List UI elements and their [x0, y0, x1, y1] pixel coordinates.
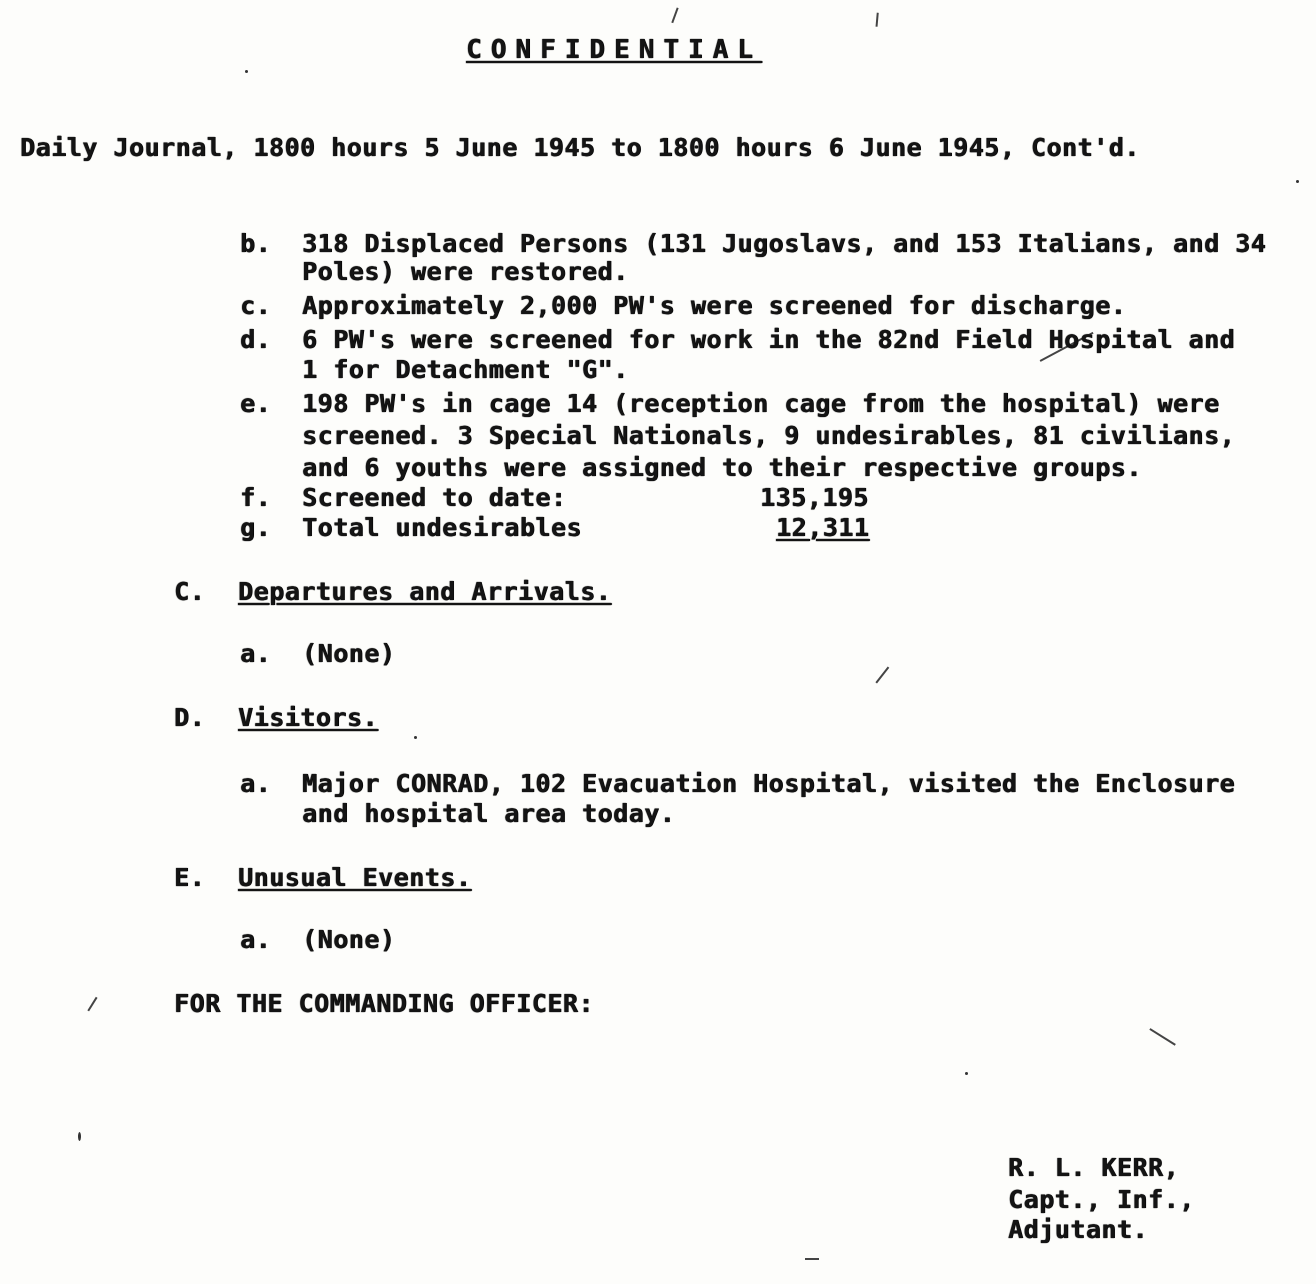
signature-rank: Capt., Inf., — [1008, 1185, 1195, 1214]
section-c-item: (None) — [302, 639, 396, 668]
section-c-item-letter: a. — [240, 639, 272, 668]
scan-mark — [1150, 1028, 1176, 1045]
scan-speck — [78, 1132, 81, 1141]
item-text: Poles) were restored. — [302, 257, 629, 286]
item-text: 6 PW's were screened for work in the 82nd Field Hospital and — [302, 325, 1236, 354]
scan-mark — [671, 7, 678, 23]
item-text: Approximately 2,000 PW's were screened for discharge. — [302, 291, 1127, 320]
scan-mark — [805, 1258, 819, 1260]
item-text: 318 Displaced Persons (131 Jugoslavs, and 153 Italians, and 34 — [302, 229, 1267, 258]
total-value: 12,311 — [776, 513, 870, 542]
item-letter: e. — [240, 389, 272, 418]
closing-line: FOR THE COMMANDING OFFICER: — [174, 989, 594, 1018]
section-d-letter: D. — [174, 703, 206, 732]
total-label: Total undesirables — [302, 513, 582, 542]
section-e-item-letter: a. — [240, 925, 272, 954]
page-heading: CONFIDENTIAL — [466, 35, 762, 65]
scan-mark — [876, 13, 879, 27]
scan-mark — [875, 667, 888, 684]
section-d-item: and hospital area today. — [302, 799, 676, 828]
total-label: Screened to date: — [302, 483, 567, 512]
signature-title: Adjutant. — [1008, 1215, 1148, 1244]
item-letter: d. — [240, 325, 272, 354]
section-d-title: Visitors. — [238, 703, 378, 732]
scan-speck — [245, 70, 248, 73]
section-e-item: (None) — [302, 925, 396, 954]
item-text: and 6 youths were assigned to their respective groups. — [302, 453, 1142, 482]
item-text: 198 PW's in cage 14 (reception cage from the hospital) were — [302, 389, 1220, 418]
section-e-title: Unusual Events. — [238, 863, 472, 892]
item-text: screened. 3 Special Nationals, 9 undesirables, 81 civilians, — [302, 421, 1236, 450]
total-letter: f. — [240, 483, 272, 512]
item-text: 1 for Detachment "G". — [302, 355, 629, 384]
section-d-item: Major CONRAD, 102 Evacuation Hospital, visited the Enclosure — [302, 769, 1236, 798]
section-e-letter: E. — [174, 863, 206, 892]
journal-title: Daily Journal, 1800 hours 5 June 1945 to 1800 hours 6 June 1945, Cont'd. — [20, 133, 1140, 162]
total-letter: g. — [240, 513, 272, 542]
scan-speck — [1296, 180, 1299, 183]
total-value: 135,195 — [760, 483, 869, 512]
scan-speck — [965, 1072, 968, 1075]
section-c-letter: C. — [174, 577, 206, 606]
section-d-item-letter: a. — [240, 769, 272, 798]
section-c-title: Departures and Arrivals. — [238, 577, 612, 606]
item-letter: b. — [240, 229, 272, 258]
signature-name: R. L. KERR, — [1008, 1153, 1180, 1182]
scan-speck — [414, 736, 417, 739]
scan-mark — [87, 997, 97, 1011]
item-letter: c. — [240, 291, 272, 320]
